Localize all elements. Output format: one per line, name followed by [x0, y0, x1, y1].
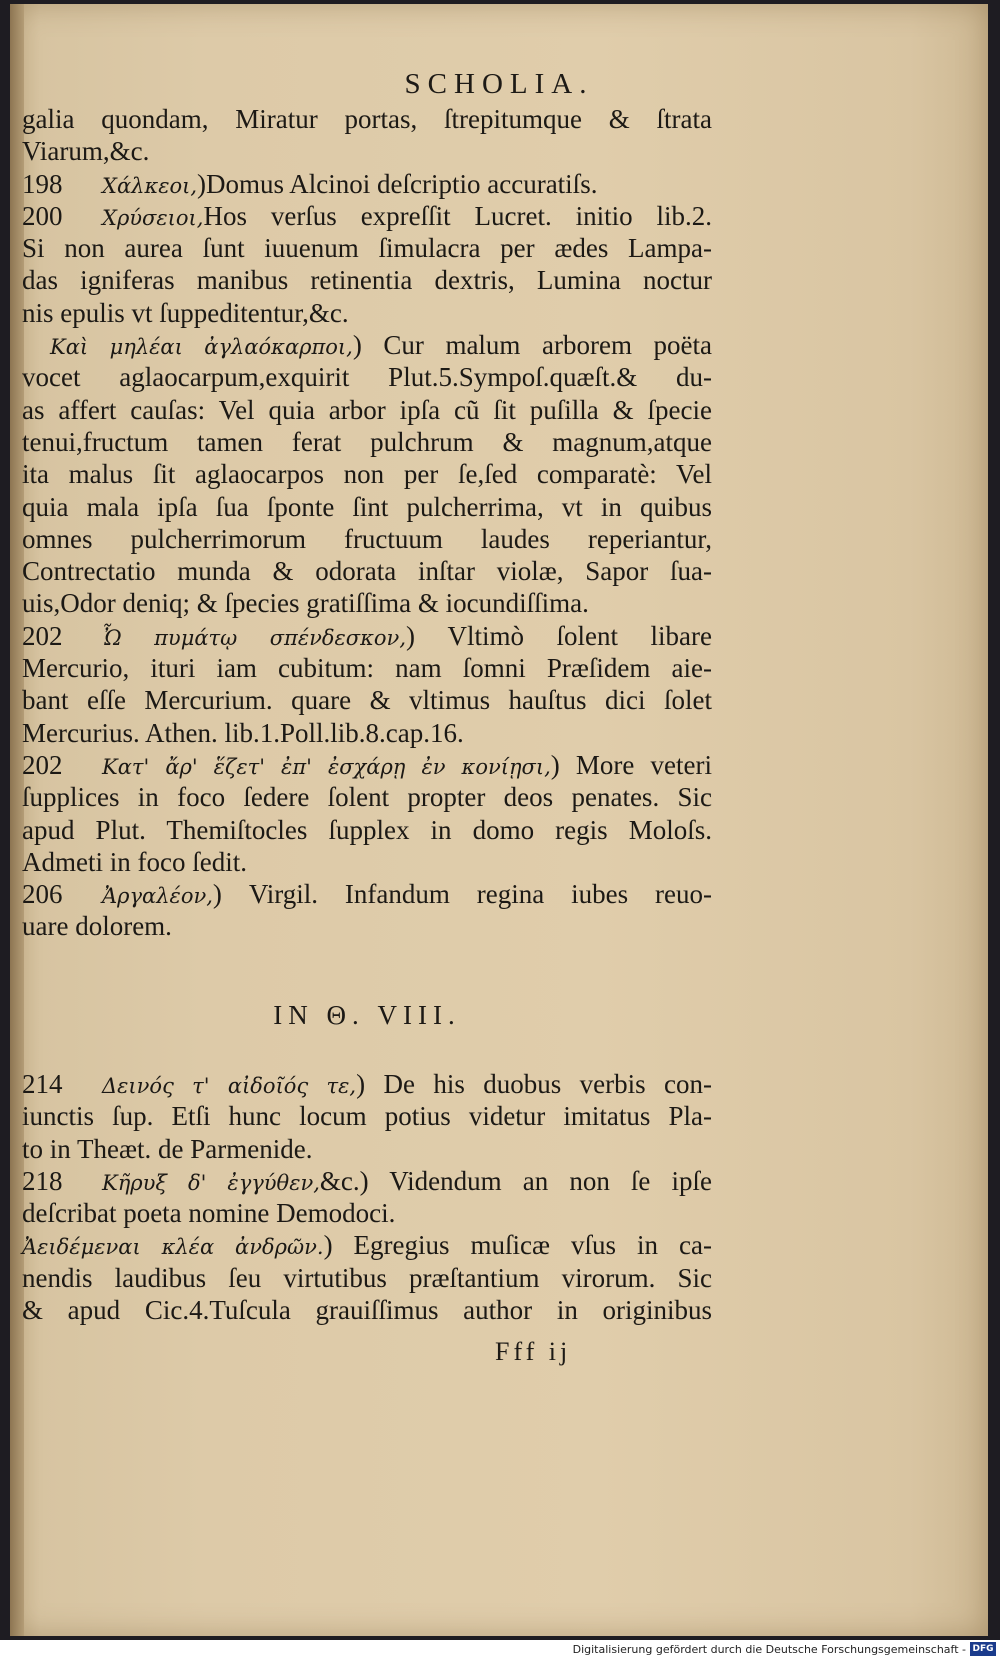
- footer-credit: Digitalisierung gefördert durch die Deutsche Forschungsgemeinschaft -: [572, 1643, 966, 1656]
- latin-text: galia quondam, Miratur portas, ſtrepitumque & ſtrata: [22, 104, 712, 134]
- latin-text: ) Egregius muſicæ vſus in ca-: [323, 1230, 712, 1261]
- text-line: [22, 458, 712, 490]
- text-line: [22, 717, 712, 749]
- text-line: [22, 1165, 712, 1197]
- text-line: [22, 620, 712, 652]
- text-line: [22, 1229, 712, 1261]
- greek-lemma: Κατ' ἄρ' ἕζετ' ἐπ' ἐσχάρῃ ἐν κονίῃσι,: [102, 754, 551, 779]
- latin-text: )Domus Alcinoi deſcriptio accuratiſs.: [197, 168, 598, 199]
- latin-text: to in Theæt. de Parmenide.: [22, 1133, 313, 1164]
- greek-lemma: Καὶ μηλέαι ἀγλαόκαρποι,: [50, 335, 353, 360]
- latin-text: uare dolorem.: [22, 911, 172, 942]
- text-line: [22, 555, 712, 587]
- commentary-block-1: [22, 103, 712, 943]
- latin-text: tenui,fructum tamen ferat pulchrum & magnum,atque: [22, 426, 712, 457]
- greek-lemma: Χάλκεοι,: [102, 173, 198, 198]
- latin-text: deſcribat poeta nomine Demodoci.: [22, 1198, 396, 1229]
- latin-text: uis,Odor deniq; & ſpecies gratiſſima & iocundiſſima.: [22, 588, 589, 619]
- text-line: [22, 168, 712, 200]
- greek-lemma: Δεινός τ' αἰδοῖός τε,: [102, 1074, 357, 1098]
- latin-text: iunctis ſup. Etſi hunc locum potius videtur imitatus Pla-: [22, 1101, 712, 1132]
- section-heading: IN Θ. VIII.: [273, 1000, 461, 1030]
- text-line: [22, 1100, 712, 1132]
- running-head: SCHOLIA.: [404, 68, 594, 100]
- verse-number: 198: [22, 168, 63, 199]
- text-line: [22, 491, 712, 523]
- text-line: [22, 264, 712, 296]
- verse-number: 200: [22, 200, 63, 231]
- verse-number: 214: [22, 1069, 63, 1099]
- latin-text: nendis laudibus ſeu virtutibus præſtantium virorum. Sic: [22, 1262, 712, 1293]
- latin-text: das igniferas manibus retinentia dextris, Lumina noctur: [22, 265, 712, 296]
- latin-text: omnes pulcherrimorum fructuum laudes reperiantur,: [22, 523, 712, 554]
- latin-text: quia mala ipſa ſua ſponte ſint pulcherrima, vt in quibus: [22, 491, 712, 522]
- latin-text: apud Plut. Themiſtocles ſupplex in domo regis Moloſs.: [22, 814, 712, 845]
- latin-text: as affert cauſas: Vel quia arbor ipſa cũ ſit puſilla & ſpecie: [22, 394, 712, 425]
- text-line: [22, 523, 712, 555]
- text-line: [22, 297, 712, 329]
- text-line: [22, 814, 712, 846]
- text-line: [22, 135, 712, 167]
- text-line: [22, 1197, 712, 1229]
- latin-text: bant eſſe Mercurium. quare & vltimus hauſtus dici ſolet: [22, 685, 712, 716]
- latin-text: nis epulis vt ſuppeditentur,&c.: [22, 297, 349, 328]
- text-line: [22, 1068, 712, 1100]
- text-line: [22, 878, 712, 910]
- text-line: [22, 910, 712, 942]
- text-line: [22, 1294, 712, 1326]
- text-line: [22, 587, 712, 619]
- latin-text: ) Vltimò ſolent libare: [406, 620, 713, 651]
- verse-number: 218: [22, 1165, 63, 1196]
- signature-mark: Fff ij: [495, 1337, 572, 1366]
- commentary-block-2: [22, 1068, 712, 1326]
- text-line: [22, 684, 712, 716]
- latin-text: Viarum,&c.: [22, 136, 150, 167]
- text-line: [22, 781, 712, 813]
- verse-number: 206: [22, 879, 63, 910]
- text-line: [22, 426, 712, 458]
- latin-text: ) More veteri: [550, 749, 713, 780]
- text-line: [22, 103, 712, 135]
- text-line: [22, 361, 712, 393]
- latin-text: Si non aurea ſunt iuuenum ſimulacra per ædes Lampa-: [22, 233, 712, 264]
- greek-lemma: Ἀργαλέον,: [102, 884, 213, 909]
- greek-lemma: Ὦ πυμάτῳ σπένδεσκον,: [102, 625, 406, 650]
- text-line: [22, 652, 712, 684]
- text-line: [22, 232, 712, 264]
- latin-text: Mercurio, ituri iam cubitum: nam ſomni Præſidem aie-: [22, 653, 712, 684]
- text-line: [22, 1262, 712, 1294]
- latin-text: ) Cur malum arborem poëta: [352, 330, 712, 361]
- latin-text: ) Virgil. Infandum regina iubes reuo-: [212, 879, 712, 910]
- latin-text: ita malus ſit aglaocarpos non per ſe,ſed comparatè: Vel: [22, 459, 712, 490]
- latin-text: Mercurius. Athen. lib.1.Poll.lib.8.cap.16.: [22, 717, 464, 748]
- greek-lemma: Χρύσειοι,: [102, 205, 204, 230]
- text-line: [22, 329, 712, 361]
- text-line: [22, 394, 712, 426]
- latin-text: Contrectatio munda & odorata inſtar violæ, Sapor ſua-: [22, 556, 712, 587]
- greek-lemma: Ἀειδέμεναι κλέα ἀνδρῶν.: [22, 1235, 324, 1260]
- verse-number: 202: [22, 620, 63, 651]
- latin-text: vocet aglaocarpum,exquirit Plut.5.Sympoſ.quæſt.& du-: [22, 362, 712, 393]
- latin-text: Hos verſus expreſſit Lucret. initio lib.2.: [203, 200, 712, 231]
- latin-text: Admeti in foco ſedit.: [22, 846, 247, 877]
- dfg-logo: DFG: [970, 1642, 996, 1656]
- text-line: [22, 200, 712, 232]
- digitization-footer: [0, 1640, 1000, 1659]
- latin-text: ) De his duobus verbis con-: [356, 1069, 712, 1099]
- latin-text: &c.) Videndum an non ſe ipſe: [319, 1165, 712, 1196]
- verse-number: 202: [22, 749, 63, 780]
- greek-lemma: Κῆρυξ δ' ἐγγύθεν,: [102, 1170, 320, 1195]
- text-line: [22, 1133, 712, 1165]
- latin-text: & apud Cic.4.Tuſcula grauiſſimus author in originibus: [22, 1295, 712, 1326]
- latin-text: ſupplices in foco ſedere ſolent propter deos penates. Sic: [22, 782, 712, 813]
- text-line: [22, 846, 712, 878]
- text-line: [22, 749, 712, 781]
